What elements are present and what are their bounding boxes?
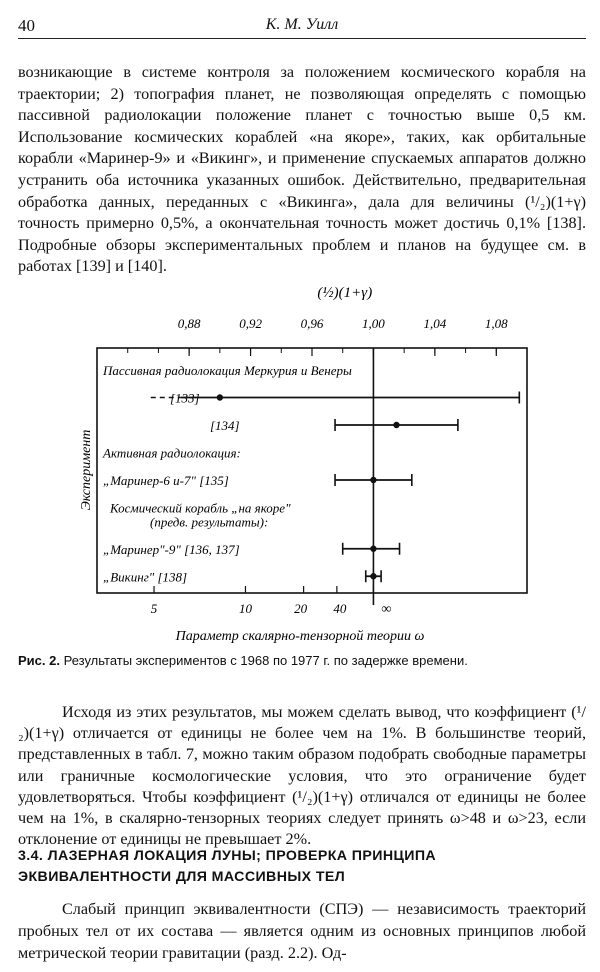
entry-label: „Викинг" [138] — [103, 569, 188, 585]
paragraph-3: Слабый принцип эквивалентности (СПЭ) — независимость траекторий пробных тел от их состава — является одним из основных принципов любой метрической теории гравитации (разд. 2.2). Од- — [18, 900, 586, 962]
running-title: К. М. Уилл — [265, 16, 339, 33]
x-tick-label: 1,00 — [362, 316, 385, 331]
group-label: Активная радиолокация: — [103, 445, 241, 461]
x-tick-label: 0,88 — [177, 316, 201, 331]
paragraph-1: возникающие в системе контроля за положением космического корабля на траектории; 2) топография планет, не позволяющая определять с помощью пассивной радиолокации положение планет с точностью выше 0,5 км. Использование космических кораблей «на якоре», таких, как орбитальные корабли «Маринер-9» и «Викинг», и применение спускаемых аппаратов должно устранить оба источника указанных ошибок. Действительно, предварительная обработка данных, переданных с «Викинга», дала для величины (¹/₂)(1+γ) точность примерно 0,5%, а окончательная точность может достичь 0,1% [138]. Подробные обзоры экспериментальных проблем и планов на будущее см. в работах [139] и [140]. — [18, 63, 586, 276]
data-point — [370, 573, 376, 579]
entry-label: „Маринер"-9" [136, 137] — [103, 541, 240, 557]
data-point — [370, 546, 376, 552]
entry-label: [134] — [210, 418, 240, 433]
caption-text: Результаты экспериментов с 1968 по 1977 г. по задержке времени. — [63, 653, 468, 668]
x-tick-label: 0,96 — [300, 316, 324, 331]
group-label: Космический корабль „на якоре" — [110, 500, 291, 516]
page-number: 40 — [18, 16, 35, 35]
caption-label: Рис. 2. — [18, 653, 60, 668]
chart-title: (½)(1+γ) — [317, 285, 373, 301]
figure-caption — [18, 653, 586, 668]
x-tick-label: 1,08 — [484, 316, 508, 331]
omega-label: ∞ — [381, 602, 392, 617]
data-point — [217, 394, 223, 400]
omega-label: 5 — [150, 601, 158, 616]
entry-label: [133] — [170, 390, 200, 406]
figure-chart — [0, 275, 600, 650]
data-point — [370, 477, 376, 483]
entry-label: „Маринер-6 и-7" [135] — [103, 473, 229, 488]
section-title: 3.4. ЛАЗЕРНАЯ ЛОКАЦИЯ ЛУНЫ; ПРОВЕРКА ПРИНЦИПА ЭКВИВАЛЕНТНОСТИ ДЛЯ МАССИВНЫХ ТЕЛ — [18, 848, 437, 885]
y-axis-label: Эксперимент — [79, 429, 94, 511]
x-axis-bottom-label: Параметр скалярно-тензорной теории ω — [175, 629, 425, 644]
paragraph-2: Исходя из этих результатов, мы можем сделать вывод, что коэффициент (¹/₂)(1+γ) отличается от единицы не более чем на 1%. В большинстве теорий, представленных в табл. 7, можно таким образом подобрать свободные параметры или граничные космологические условия, что это ограничение будет удовлетворяться. Чтобы коэффициент (¹/₂)(1+γ) отличался от единицы не более чем на 1%, в скалярно-тензорных теориях следует принять ω>48 и ω>23, если отклонение от единицы не превышает 2%. — [18, 703, 586, 849]
group-label: (предв. результаты): — [150, 514, 269, 530]
page-header — [18, 14, 586, 39]
omega-label: 20 — [294, 601, 308, 616]
omega-label: 10 — [238, 601, 252, 616]
x-tick-label: 0,92 — [239, 316, 262, 331]
group-label: Пассивная радиолокация Меркурия и Венеры — [103, 363, 352, 378]
data-point — [393, 422, 399, 428]
omega-label: 40 — [333, 601, 347, 616]
x-tick-label: 1,04 — [423, 316, 447, 331]
